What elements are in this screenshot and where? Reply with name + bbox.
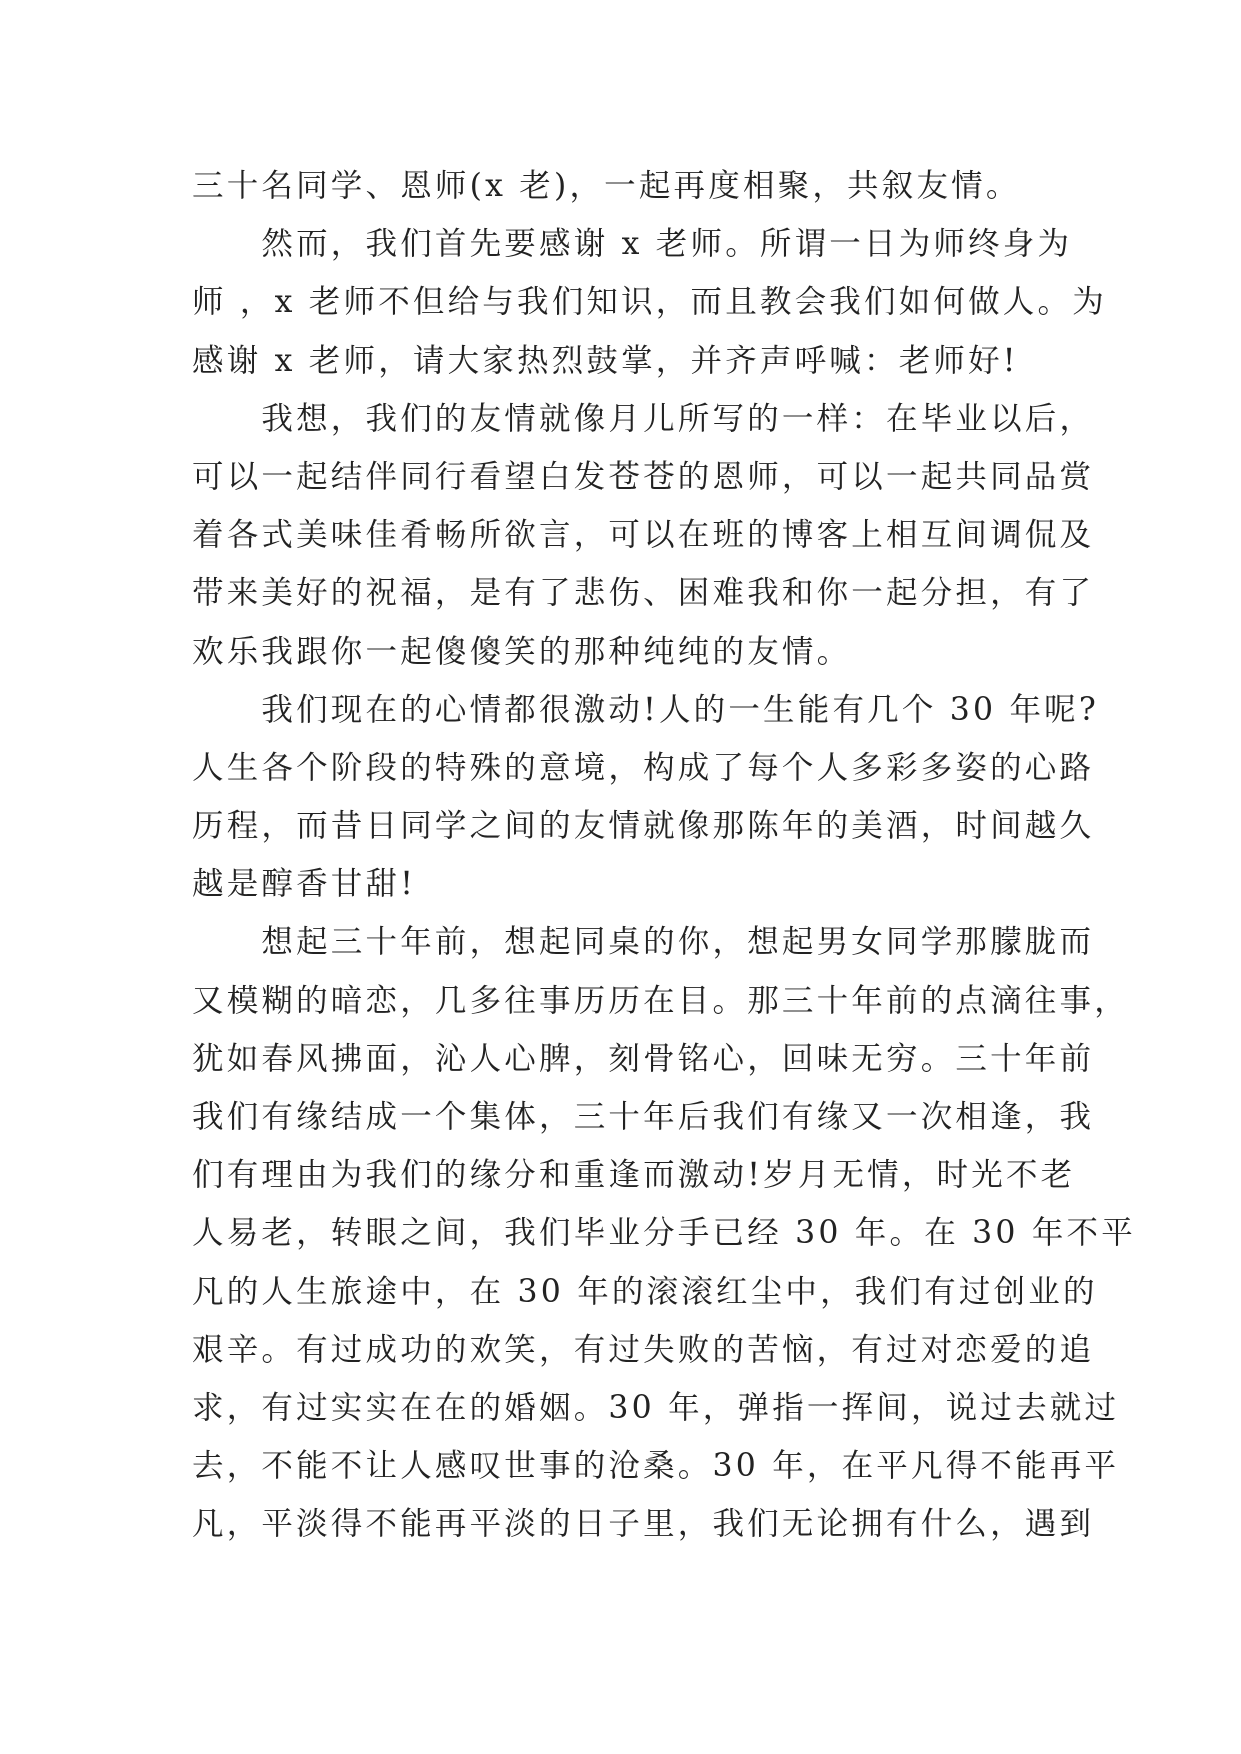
text-line: 越是醇香甘甜! [192, 866, 417, 903]
text-line: 人生各个阶段的特殊的意境，构成了每个人多彩多姿的心路 [192, 749, 1095, 786]
text-line: 们有理由为我们的缘分和重逢而激动!岁月无情，时光不老 [192, 1157, 1076, 1194]
body-text [192, 157, 1136, 1554]
text-line: 历程，而昔日同学之间的友情就像那陈年的美酒，时间越久 [192, 808, 1095, 845]
text-line: 想起三十年前，想起同桌的你，想起男女同学那朦胧而 [192, 924, 1095, 961]
text-line: 去，不能不让人感叹世事的沧桑。30 年，在平凡得不能再平 [192, 1448, 1120, 1485]
text-line: 三十名同学、恩师(x 老)，一起再度相聚，共叙友情。 [192, 168, 1021, 204]
text-line: 求，有过实实在在的婚姻。30 年，弹指一挥间，说过去就过 [192, 1389, 1120, 1426]
text-line: 感谢 x 老师，请大家热烈鼓掌，并齐声呼喊：老师好! [192, 342, 1019, 379]
text-line: 凡的人生旅途中，在 30 年的滚滚红尘中，我们有过创业的 [192, 1273, 1098, 1310]
text-line: 我们有缘结成一个集体，三十年后我们有缘又一次相逢，我 [192, 1099, 1095, 1135]
text-line: 人易老，转眼之间，我们毕业分手已经 30 年。在 30 年不平 [192, 1215, 1136, 1252]
text-line: 又模糊的暗恋，几多往事历历在目。那三十年前的点滴往事， [192, 982, 1129, 1019]
text-line: 着各式美味佳肴畅所欲言，可以在班的博客上相互间调侃及 [192, 517, 1095, 554]
text-line: 我想，我们的友情就像月儿所写的一样：在毕业以后， [192, 400, 1095, 437]
text-line: 欢乐我跟你一起傻傻笑的那种纯纯的友情。 [192, 633, 852, 670]
text-line: 可以一起结伴同行看望白发苍苍的恩师，可以一起共同品赏 [192, 458, 1095, 495]
text-line: 艰辛。有过成功的欢笑，有过失败的苦恼，有过对恋爱的追 [192, 1331, 1095, 1368]
text-line: 我们现在的心情都很激动!人的一生能有几个 30 年呢? [192, 691, 1099, 728]
text-line: 师 ，x 老师不但给与我们知识，而且教会我们如何做人。为 [192, 284, 1107, 321]
text-line: 然而，我们首先要感谢 x 老师。所谓一日为师终身为 [192, 226, 1073, 263]
text-line: 带来美好的祝福，是有了悲伤、困难我和你一起分担，有了 [192, 575, 1095, 612]
text-line: 凡，平淡得不能再平淡的日子里，我们无论拥有什么，遇到 [192, 1506, 1095, 1543]
text-line: 犹如春风拂面，沁人心脾，刻骨铭心，回味无穷。三十年前 [192, 1040, 1095, 1077]
